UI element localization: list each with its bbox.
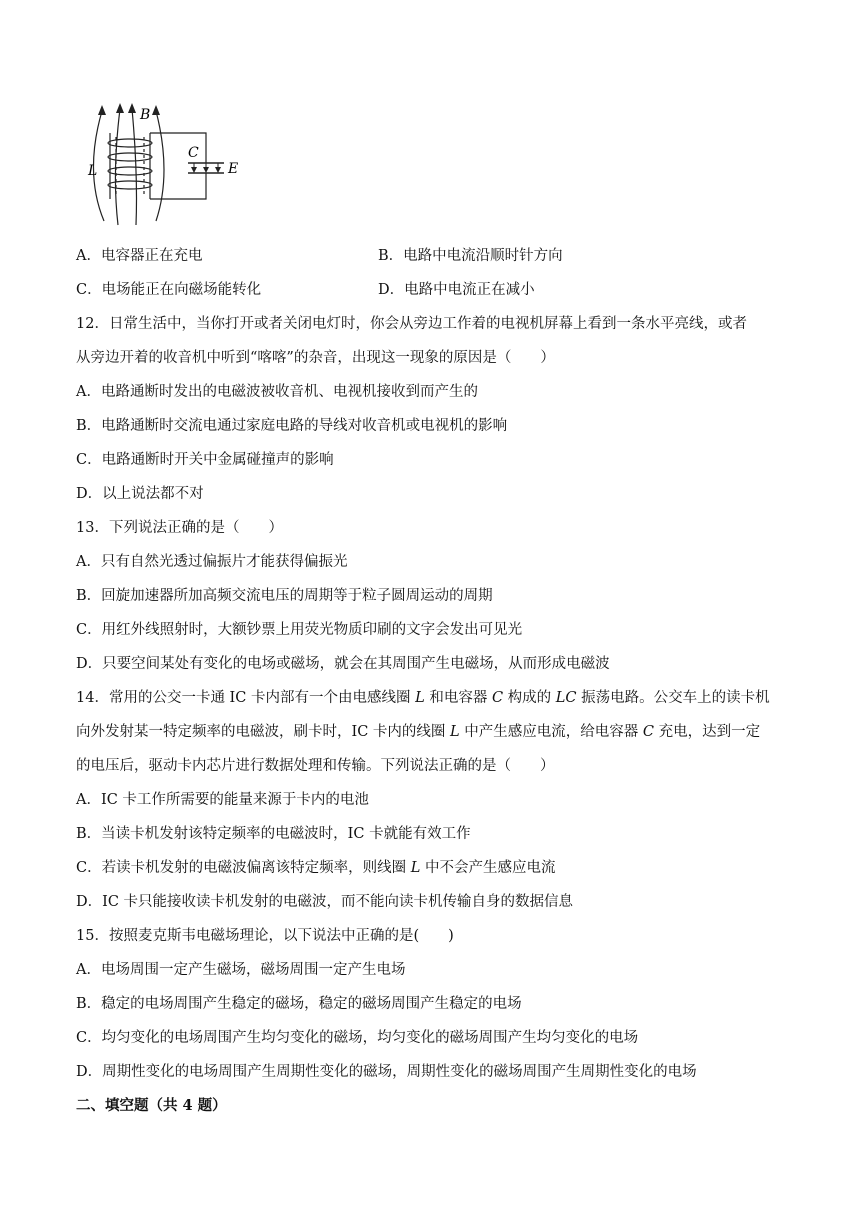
q12-stem-line2: 从旁边开着的收音机中听到“喀喀”的杂音，出现这一现象的原因是（ ） (76, 350, 555, 366)
q15-option-c: C．均匀变化的电场周围产生均匀变化的磁场，均匀变化的磁场周围产生均匀变化的电场 (76, 1030, 639, 1046)
label-c: C (188, 145, 199, 161)
q12-option-b: B．电路通断时交流电通过家庭电路的导线对收音机或电视机的影响 (76, 418, 508, 434)
q11-option-b: B．电路中电流沿顺时针方向 (378, 248, 563, 264)
label-e: E (228, 161, 239, 177)
q13-option-b: B．回旋加速器所加高频交流电压的周期等于粒子圆周运动的周期 (76, 588, 493, 604)
symbol-l: L (415, 690, 425, 706)
q15-option-b: B．稳定的电场周围产生稳定的磁场，稳定的磁场周围产生稳定的电场 (76, 996, 522, 1012)
lc-circuit-figure (76, 103, 246, 233)
q14-text: 向外发射某一特定频率的电磁波，刷卡时，IC 卡内的线圈 (76, 724, 451, 740)
q14-text: 中产生感应电流，给电容器 (459, 724, 643, 740)
q12-stem-line1: 12．日常生活中，当你打开或者关闭电灯时，你会从旁边工作着的电视机屏幕上看到一条水平亮线，或者 (76, 316, 747, 332)
q14-text: 中不会产生感应电流 (420, 860, 556, 876)
symbol-c: C (642, 724, 655, 740)
q14-text: C．若读卡机发射的电磁波偏离该特定频率，则线圈 (76, 860, 411, 876)
q11-option-a: A．电容器正在充电 (76, 248, 203, 264)
q14-option-b: B．当读卡机发射该特定频率的电磁波时，IC 卡就能有效工作 (76, 826, 471, 842)
q14-stem-line2 (76, 722, 760, 742)
q14-option-a: A．IC 卡工作所需要的能量来源于卡内的电池 (76, 792, 369, 808)
symbol-l: L (410, 860, 421, 876)
q12-option-d: D．以上说法都不对 (76, 486, 204, 502)
q14-text: 14．常用的公交一卡通 IC 卡内部有一个由电感线圈 (76, 690, 416, 706)
q15-option-a: A．电场周围一定产生磁场，磁场周围一定产生电场 (76, 962, 406, 978)
q14-text: 和电容器 (424, 690, 492, 706)
q12-option-a: A．电路通断时发出的电磁波被收音机、电视机接收到而产生的 (76, 384, 478, 400)
q14-option-d: D．IC 卡只能接收读卡机发射的电磁波，而不能向读卡机传输自身的数据信息 (76, 894, 574, 910)
q13-option-d: D．只要空间某处有变化的电场或磁场，就会在其周围产生电磁场，从而形成电磁波 (76, 656, 610, 672)
q13-option-c: C．用红外线照射时，大额钞票上用荧光物质印刷的文字会发出可见光 (76, 622, 523, 638)
label-l: L (88, 163, 98, 179)
label-b: B (140, 107, 151, 123)
q15-option-d: D．周期性变化的电场周围产生周期性变化的磁场，周期性变化的磁场周围产生周期性变化的电场 (76, 1064, 697, 1080)
q14-stem-line1 (76, 688, 770, 708)
q11-option-c: C．电场能正在向磁场能转化 (76, 282, 262, 298)
q14-text: 充电，达到一定 (654, 724, 761, 740)
q15-stem: 15．按照麦克斯韦电磁场理论，以下说法中正确的是( ) (76, 928, 454, 944)
q13-option-a: A．只有自然光透过偏振片才能获得偏振光 (76, 554, 348, 570)
q13-stem: 13．下列说法正确的是（ ） (76, 520, 283, 536)
section-heading: 二、填空题（共 4 题） (76, 1097, 227, 1114)
q11-option-d: D．电路中电流正在减小 (378, 282, 535, 298)
q14-stem-line3: 的电压后，驱动卡内芯片进行数据处理和传输。下列说法正确的是（ ） (76, 758, 555, 774)
q14-text: 振荡电路。公交车上的读卡机 (576, 690, 770, 706)
q14-text: 构成的 (503, 690, 556, 706)
symbol-l: L (450, 724, 460, 740)
symbol-c: C (491, 690, 504, 706)
q14-option-c (76, 858, 555, 878)
symbol-lc: LC (555, 690, 577, 706)
q12-option-c: C．电路通断时开关中金属碰撞声的影响 (76, 452, 334, 468)
